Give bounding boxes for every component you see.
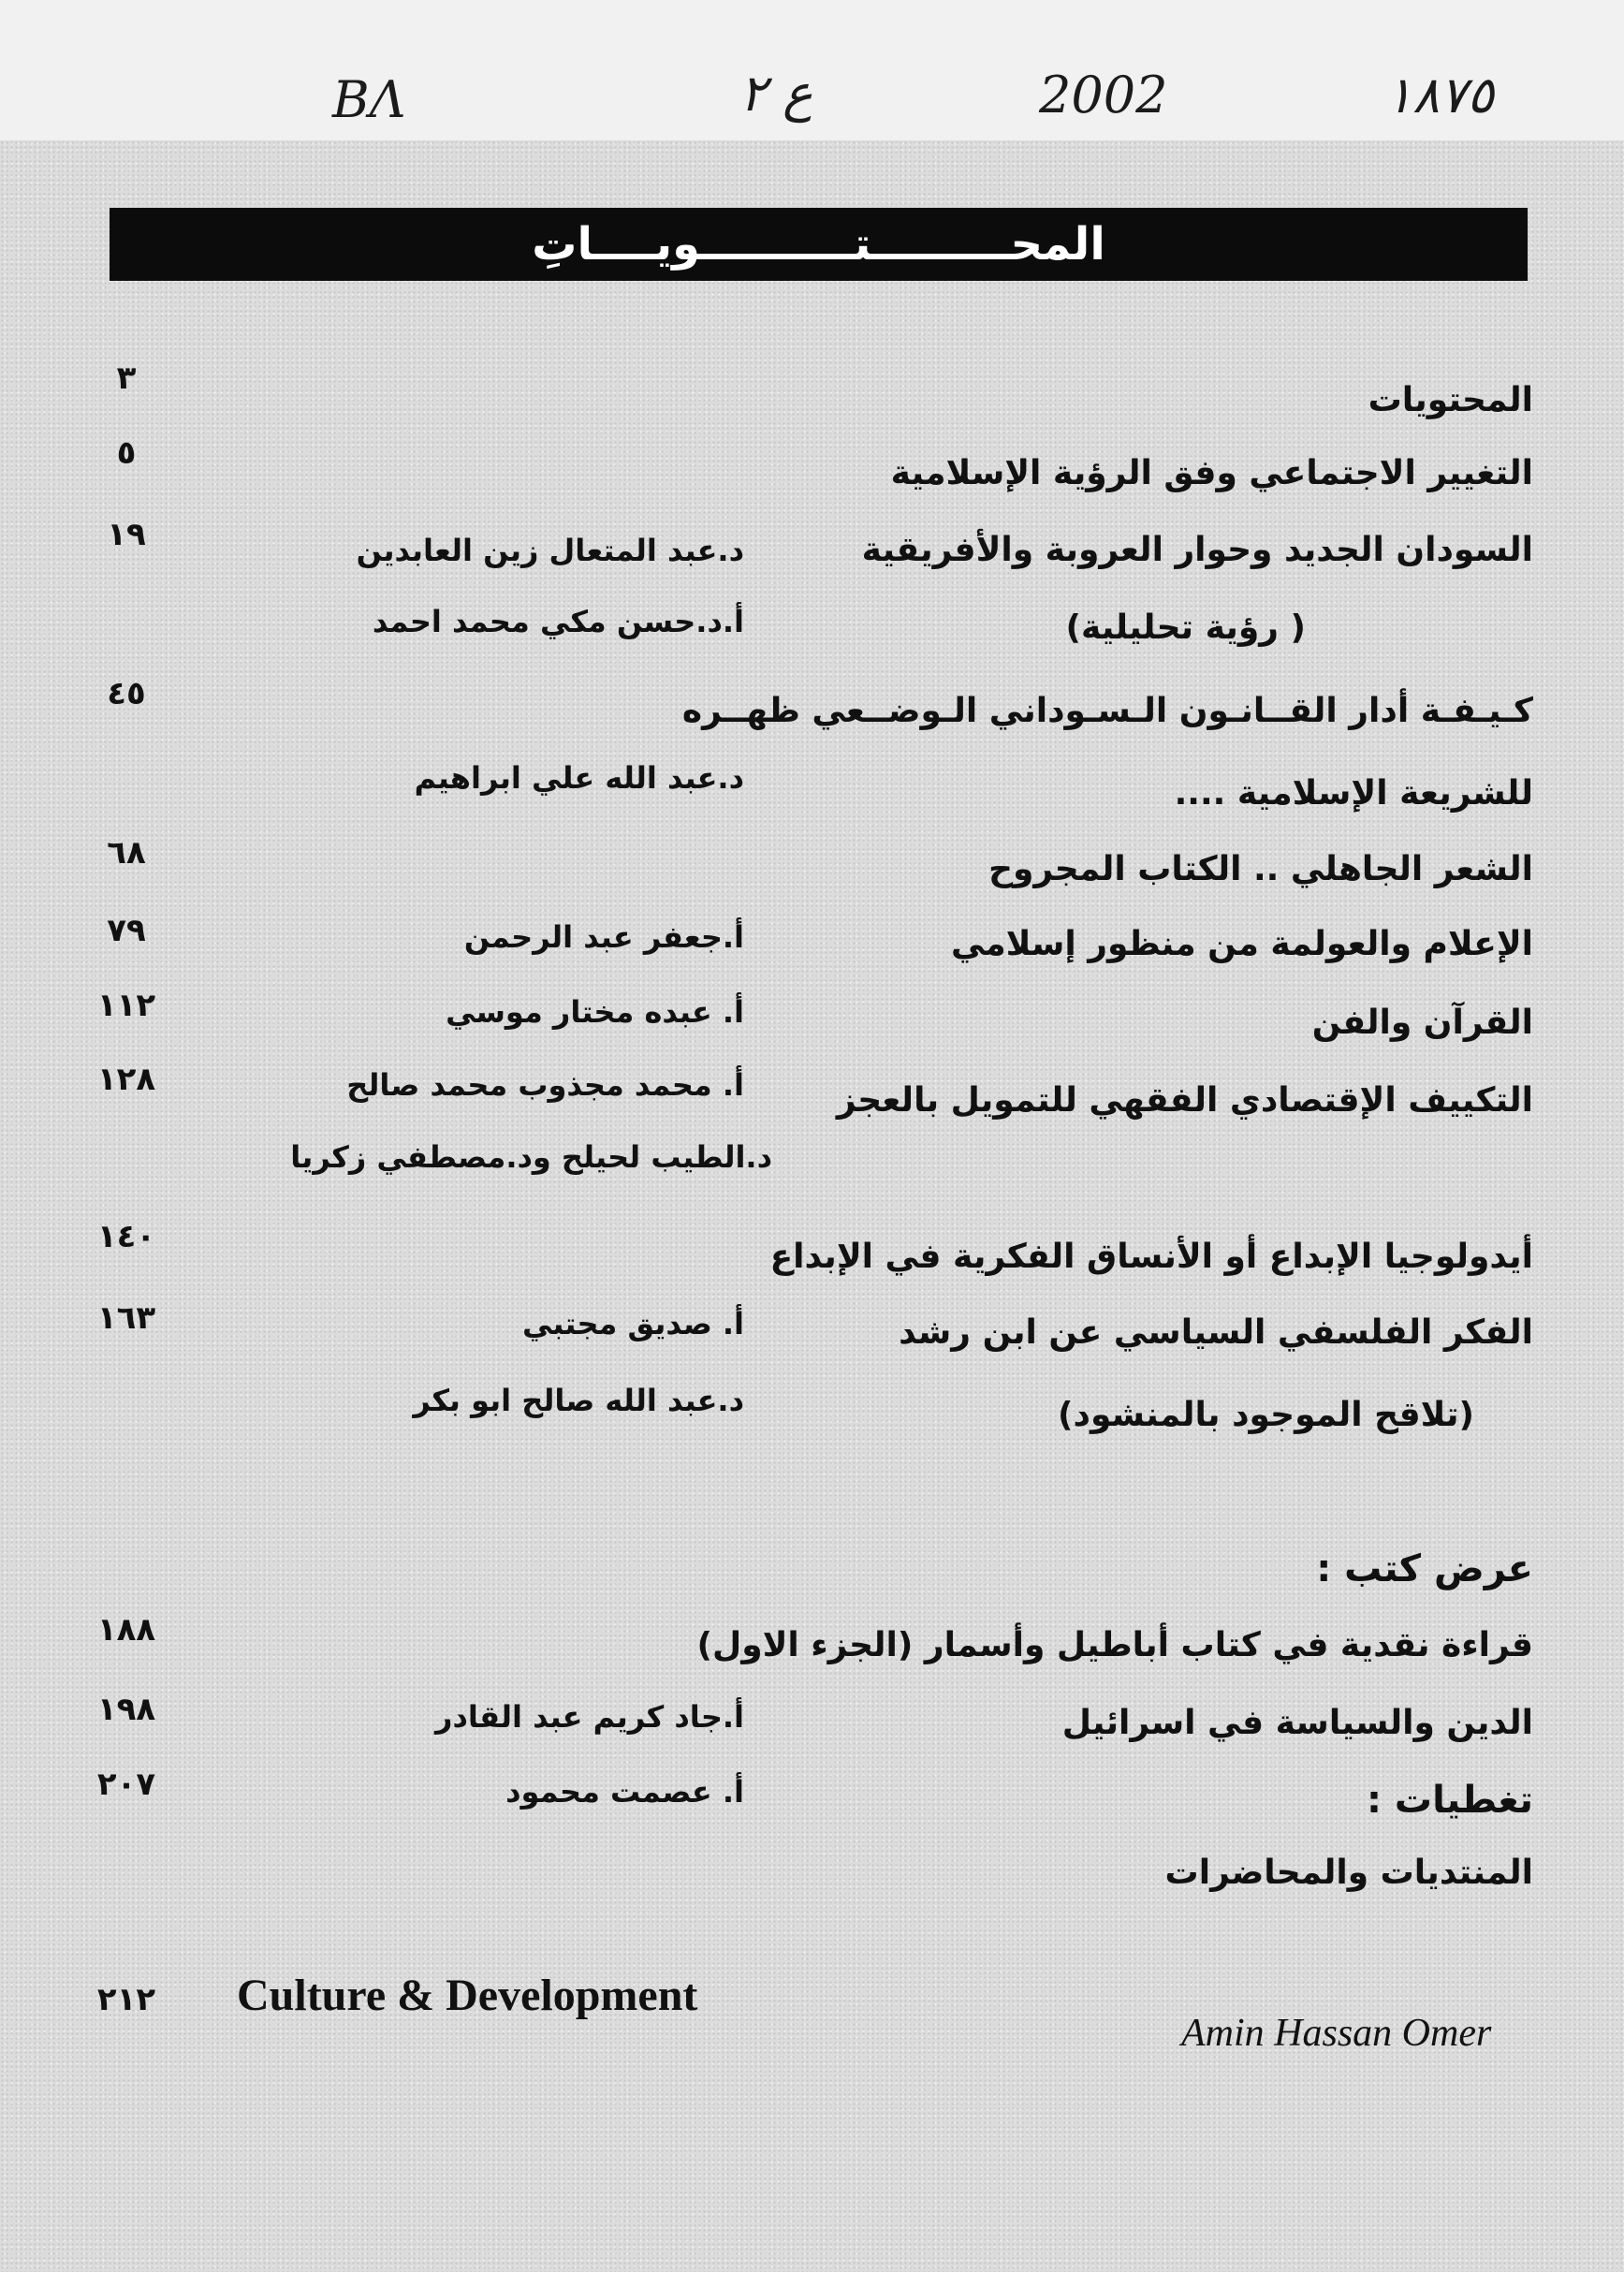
toc-author: أ. صديق مجتبي [521, 1306, 744, 1341]
toc-title: الإعلام والعولمة من منظور إسلامي [950, 925, 1533, 963]
toc-author: أ. عبده مختار موسي [446, 994, 744, 1030]
toc-author: أ.جاد كريم عبد القادر [435, 1699, 744, 1735]
toc-author: د.الطيب لحيلح ود.مصطفي زكريا [290, 1139, 772, 1175]
english-section-author: Amin Hassan Omer [1181, 2012, 1492, 2055]
toc-title: قراءة نقدية في كتاب أباطيل وأسمار (الجزء الاول) [696, 1626, 1533, 1664]
toc-page-number: ١٤٠ [96, 1218, 156, 1255]
book-reviews-heading: عرض كتب : [1316, 1547, 1533, 1590]
toc-title: السودان الجديد وحوار العروبة والأفريقية [861, 531, 1533, 569]
toc-author: د.عبد الله علي ابراهيم [414, 760, 744, 796]
toc-page-number: ١٩ [107, 516, 146, 553]
toc-title: المنتديات والمحاضرات [1164, 1854, 1533, 1892]
toc-title: أيدولوجيا الإبداع أو الأنساق الفكرية في الإبداع [769, 1238, 1533, 1276]
toc-title: الفكر الفلسفي السياسي عن ابن رشد [899, 1313, 1533, 1352]
toc-title: التغيير الاجتماعي وفق الرؤية الإسلامية [890, 454, 1533, 492]
english-section-page-number: ٢١٢ [96, 1981, 156, 2018]
toc-title: ( رؤية تحليلية) [1065, 608, 1306, 647]
handwritten-note-year: 2002 [1039, 66, 1168, 125]
toc-author: أ. محمد مجذوب محمد صالح [346, 1067, 744, 1103]
handwritten-note-center: ع ۲ [739, 64, 813, 123]
toc-title: القرآن والفن [1311, 1004, 1533, 1042]
toc-page-number: ١٨٨ [96, 1611, 156, 1649]
toc-author: د.عبد المتعال زين العابدين [356, 533, 744, 568]
english-section-title: Culture & Development [237, 1971, 698, 2020]
toc-page-number: ٢٠٧ [96, 1766, 156, 1803]
page-title: المحـــــــــتــــــــــويــــاتِ [532, 218, 1105, 271]
toc-title: الدين والسياسة في اسرائيل [1061, 1704, 1533, 1742]
toc-page-number: ٦٨ [107, 834, 146, 872]
contents-banner [110, 208, 1528, 281]
toc-page-number: ٤٥ [107, 675, 146, 712]
toc-author: د.عبد الله صالح ابو بكر [413, 1383, 744, 1418]
toc-page-number: ١٦٣ [96, 1299, 156, 1337]
toc-title: للشريعة الإسلامية .... [1174, 774, 1533, 813]
toc-author: أ.جعفر عبد الرحمن [463, 919, 744, 955]
toc-author: أ. عصمت محمود [505, 1774, 744, 1810]
toc-page-number: ٥ [116, 434, 137, 472]
toc-title: المحتويات [1368, 381, 1533, 419]
toc-page-number: ١٩٨ [96, 1691, 156, 1728]
toc-page-number: ٣ [116, 359, 137, 397]
toc-page-number: ٧٩ [107, 912, 146, 949]
toc-title: التكييف الإقتصادي الفقهي للتمويل بالعجز [836, 1081, 1533, 1120]
toc-page-number: ١١٢ [96, 987, 156, 1024]
toc-page-number: ١٢٨ [96, 1061, 156, 1098]
coverage-heading: تغطيات : [1366, 1779, 1533, 1822]
toc-title: الشعر الجاهلي .. الكتاب المجروح [988, 850, 1533, 888]
handwritten-note-right: ١٨٧٥ [1385, 66, 1495, 125]
toc-title: (تلاقح الموجود بالمنشود) [1058, 1396, 1474, 1434]
toc-title: كـيـفـة أدار القــانـون الـسـوداني الـوضــعي ظهــره [681, 692, 1533, 730]
toc-author: أ.د.حسن مكي محمد احمد [372, 604, 744, 639]
handwritten-note-left: BΛ [332, 70, 406, 129]
